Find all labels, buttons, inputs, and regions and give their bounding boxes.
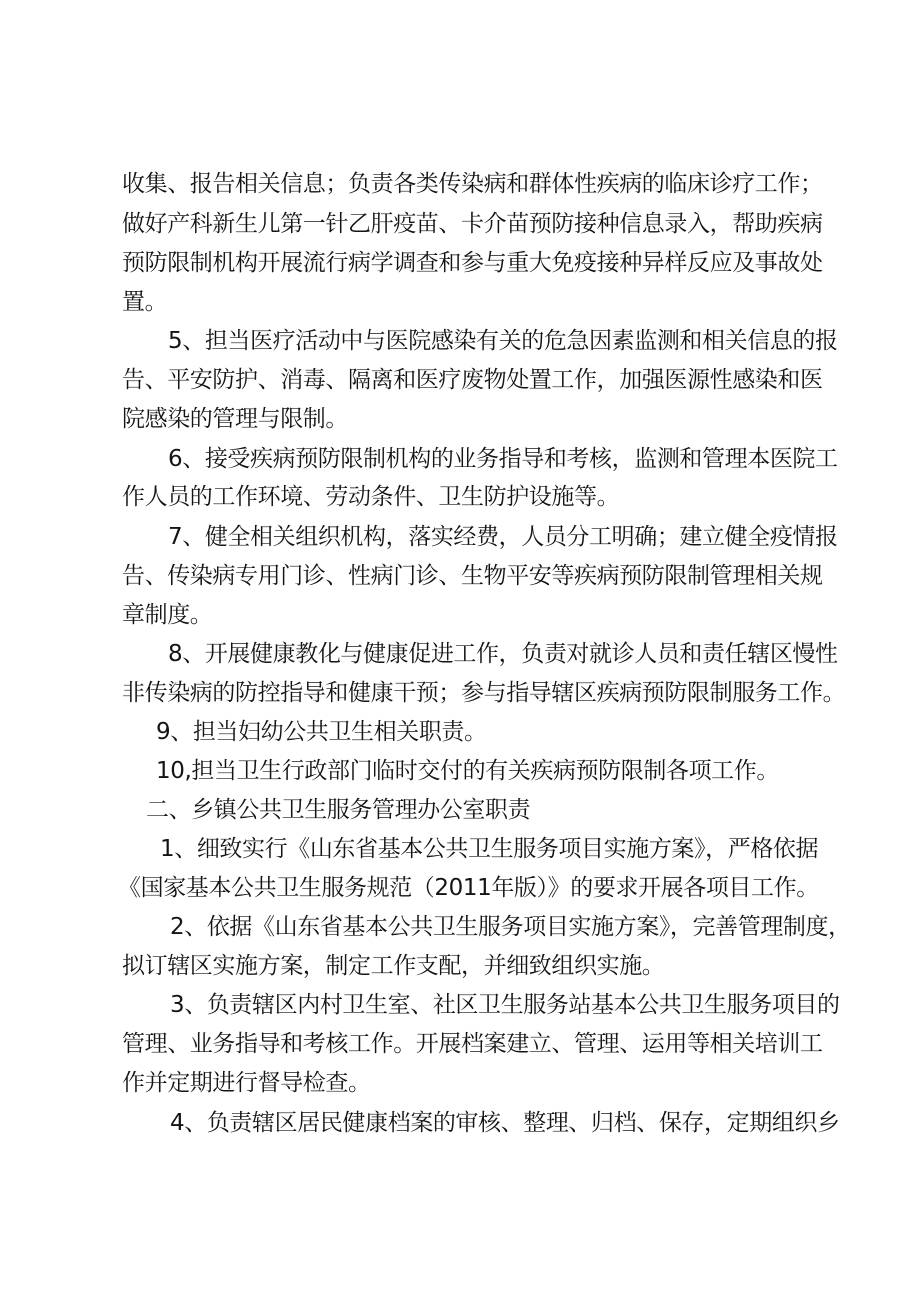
text-line: 收集、报告相关信息；负责各类传染病和群体性疾病的临床诊疗工作； xyxy=(122,171,823,197)
text-line: 2、依据《山东省基本公共卫生服务项目实施方案》，完善管理制度， xyxy=(170,914,851,940)
text-line: 7、健全相关组织机构，落实经费，人员分工明确；建立健全疫情报 xyxy=(168,524,838,550)
text-line: 3、负责辖区内村卫生室、社区卫生服务站基本公共卫生服务项目的 xyxy=(170,992,840,1018)
text-line: 告、传染病专用门诊、性病门诊、生物平安等疾病预防限制管理相关规 xyxy=(122,563,823,589)
text-line: 拟订辖区实施方案，制定工作支配，并细致组织实施。 xyxy=(122,953,665,979)
text-line: 1、细致实行《山东省基本公共卫生服务项目实施方案》，严格依据 xyxy=(160,836,819,862)
text-line: 5、担当医疗活动中与医院感染有关的危急因素监测和相关信息的报 xyxy=(168,328,838,354)
text-line: 作人员的工作环境、劳动条件、卫生防护设施等。 xyxy=(122,484,620,510)
text-line: 预防限制机构开展流行病学调查和参与重大免疫接种异样反应及事故处 xyxy=(122,250,823,276)
text-line: 《国家基本公共卫生服务规范（2011年版）》的要求开展各项目工作。 xyxy=(118,875,819,901)
text-line: 院感染的管理与限制。 xyxy=(122,406,349,432)
text-line: 作并定期进行督导检查。 xyxy=(122,1070,371,1096)
text-line: 章制度。 xyxy=(122,602,213,628)
text-line: 6、接受疾病预防限制机构的业务指导和考核，监测和管理本医院工 xyxy=(168,446,838,472)
text-line: 8、开展健康教化与健康促进工作，负责对就诊人员和责任辖区慢性 xyxy=(168,641,838,667)
text-line: 非传染病的防控指导和健康干预；参与指导辖区疾病预防限制服务工作。 xyxy=(122,680,846,706)
text-line: 做好产科新生儿第一针乙肝疫苗、卡介苗预防接种信息录入，帮助疾病 xyxy=(122,211,823,237)
text-line: 告、平安防护、消毒、隔离和医疗废物处置工作，加强医源性感染和医 xyxy=(122,367,823,393)
text-line: 置。 xyxy=(122,289,168,315)
text-line: 4、负责辖区居民健康档案的审核、整理、归档、保存，定期组织乡 xyxy=(170,1110,840,1136)
text-line: 9、担当妇幼公共卫生相关职责。 xyxy=(156,719,487,745)
text-line: 管理、业务指导和考核工作。开展档案建立、管理、运用等相关培训工 xyxy=(122,1031,823,1057)
text-line: 10,担当卫生行政部门临时交付的有关疾病预防限制各项工作。 xyxy=(156,758,779,784)
section-heading: 二、乡镇公共卫生服务管理办公室职责 xyxy=(146,797,531,823)
